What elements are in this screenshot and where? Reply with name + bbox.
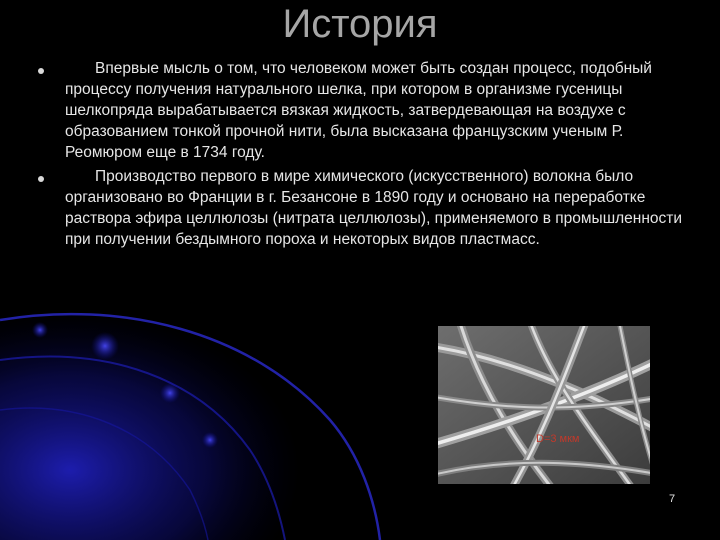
scale-label: D=3 мкм (536, 433, 580, 445)
list-item (38, 166, 688, 250)
list-item (38, 58, 688, 163)
bullet-text: Производство первого в мире химического (искусственного) волокна было организовано во Франции в г. Безансоне в 1890 году и основано на переработке раствора эфира целлюлозы (нитрата целлюлозы), применяемого в промышленности при получении бездымного пороха и некоторых видов пластмасс. (65, 168, 683, 248)
slide-title: История (282, 2, 438, 46)
bullet-text: Впервые мысль о том, что человеком может быть создан процесс, подобный процессу получения натурального шелка, при котором в организме гусеницы шелкопряда вырабатывается вязкая жидкость, затвердевающая на воздухе с образованием тонкой прочной нити, была высказана французским ученым Р. Реомюром еще в 1734 году. (65, 60, 652, 161)
page-number: 7 (668, 493, 676, 505)
bullet-icon (38, 176, 44, 182)
bullet-list (38, 58, 688, 253)
fiber-micrograph-image (438, 326, 650, 484)
bullet-icon (38, 68, 44, 74)
